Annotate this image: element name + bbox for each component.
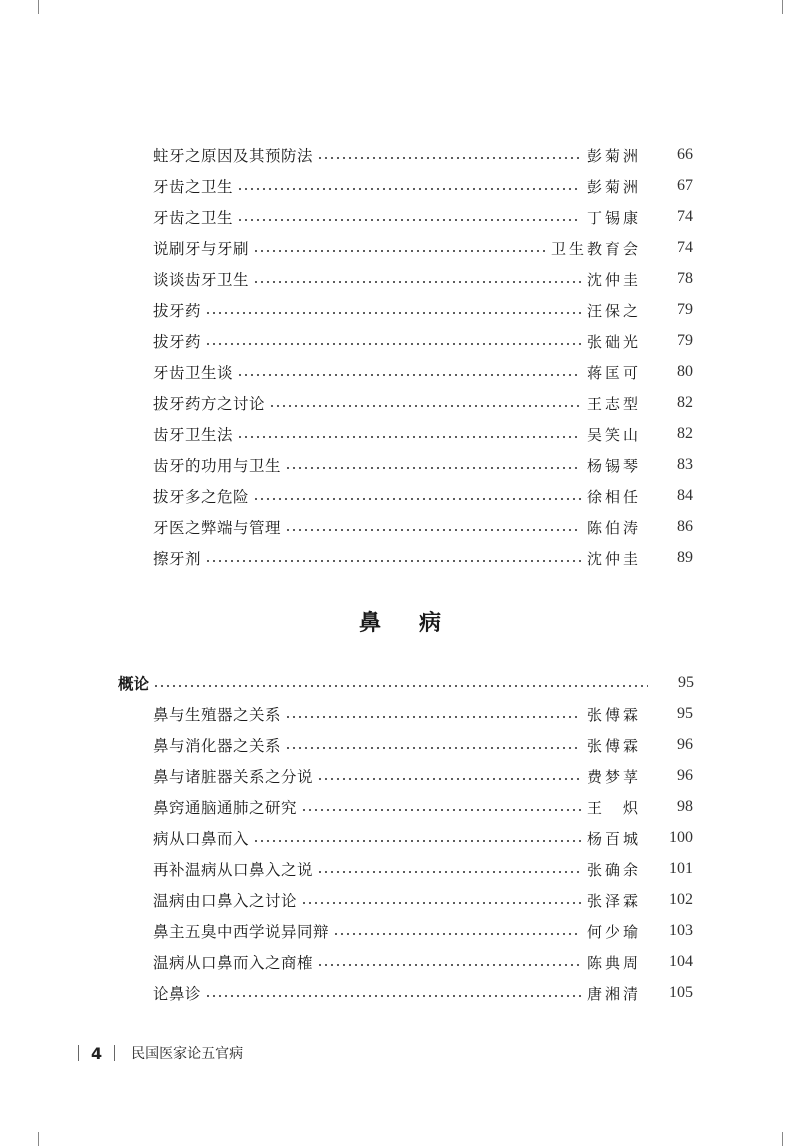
dot-leader	[237, 188, 581, 190]
entry-author: 沈仲圭	[586, 270, 641, 289]
dot-leader	[269, 405, 581, 407]
toc-entry	[153, 236, 693, 260]
entry-title: 论鼻诊	[153, 985, 202, 1003]
entry-page-number: 105	[669, 984, 693, 1001]
entry-author: 卫生教育会	[550, 239, 641, 258]
entry-author: 何少瑜	[586, 922, 641, 941]
toc-entry	[153, 919, 693, 943]
dot-leader	[301, 809, 581, 811]
toc-entry	[153, 143, 693, 167]
entry-author: 王 炽	[586, 798, 641, 817]
entry-author: 张傅霖	[586, 705, 641, 724]
dot-leader	[285, 747, 581, 749]
entry-page-number: 66	[677, 146, 693, 163]
entry-page-number: 95	[678, 674, 694, 691]
toc-entry	[153, 888, 693, 912]
entry-author: 张傅霖	[586, 736, 641, 755]
dot-leader	[317, 871, 581, 873]
crop-mark-bottom-left	[38, 1132, 39, 1146]
entry-page-number: 82	[677, 425, 693, 442]
dot-leader	[205, 560, 581, 562]
entry-title: 拔牙药	[153, 302, 202, 320]
entry-page-number: 82	[677, 394, 693, 411]
entry-page-number: 104	[669, 953, 693, 970]
entry-author: 蒋匡可	[586, 363, 641, 382]
entry-page-number: 103	[669, 922, 693, 939]
entry-page-number: 84	[677, 487, 693, 504]
entry-author: 徐相任	[586, 487, 641, 506]
entry-page-number: 78	[677, 270, 693, 287]
toc-entry	[153, 329, 693, 353]
dot-leader	[237, 436, 581, 438]
toc-entry	[153, 205, 693, 229]
entry-author: 杨锡琴	[586, 456, 641, 475]
dot-leader	[237, 374, 581, 376]
section-heading-nose: 鼻病	[358, 611, 479, 636]
entry-page-number: 96	[677, 767, 693, 784]
dot-leader	[285, 529, 581, 531]
entry-title: 牙齿卫生谈	[153, 364, 234, 382]
toc-entry	[153, 764, 693, 788]
entry-author: 汪保之	[586, 301, 641, 320]
entry-page-number: 79	[677, 332, 693, 349]
crop-mark-bottom-right	[782, 1132, 783, 1146]
entry-author: 丁锡康	[586, 208, 641, 227]
dot-leader	[205, 312, 581, 314]
entry-title: 拔牙药	[153, 333, 202, 351]
entry-page-number: 100	[669, 829, 693, 846]
entry-title: 说刷牙与牙刷	[153, 240, 250, 258]
entry-author: 陈伯涛	[586, 518, 641, 537]
entry-page-number: 102	[669, 891, 693, 908]
toc-entry	[153, 391, 693, 415]
toc-entry	[153, 826, 693, 850]
dot-leader	[253, 498, 581, 500]
toc-entry	[153, 484, 693, 508]
entry-title: 擦牙剂	[153, 550, 202, 568]
entry-page-number: 80	[677, 363, 693, 380]
toc-entry	[153, 298, 693, 322]
entry-author: 张泽霖	[586, 891, 641, 910]
entry-page-number: 86	[677, 518, 693, 535]
entry-page-number: 96	[677, 736, 693, 753]
dot-leader	[333, 933, 581, 935]
entry-title: 拔牙药方之讨论	[153, 395, 266, 413]
entry-page-number: 95	[677, 705, 693, 722]
toc-entry	[153, 546, 693, 570]
entry-title: 鼻与生殖器之关系	[153, 706, 282, 724]
entry-page-number: 74	[677, 208, 693, 225]
entry-author: 吴笑山	[586, 425, 641, 444]
dot-leader	[153, 685, 648, 687]
entry-author: 王志型	[586, 394, 641, 413]
entry-title: 拔牙多之危险	[153, 488, 250, 506]
entry-author: 张确余	[586, 860, 641, 879]
toc-entry	[153, 453, 693, 477]
dot-leader	[205, 995, 581, 997]
toc-entry	[153, 733, 693, 757]
entry-title: 齿牙卫生法	[153, 426, 234, 444]
dot-leader	[205, 343, 581, 345]
toc-entry	[153, 950, 693, 974]
dot-leader	[285, 467, 581, 469]
toc-entry	[153, 702, 693, 726]
entry-page-number: 89	[677, 549, 693, 566]
entry-title: 牙齿之卫生	[153, 178, 234, 196]
entry-title: 齿牙的功用与卫生	[153, 457, 282, 475]
entry-page-number: 67	[677, 177, 693, 194]
entry-author: 陈典周	[586, 953, 641, 972]
toc-main-entry	[118, 671, 694, 695]
dot-leader	[253, 250, 545, 252]
entry-title: 牙齿之卫生	[153, 209, 234, 227]
toc-entry	[153, 795, 693, 819]
toc-entry	[153, 422, 693, 446]
entry-author: 彭菊洲	[586, 177, 641, 196]
entry-title: 蛀牙之原因及其预防法	[153, 147, 314, 165]
entry-title: 牙医之弊端与管理	[153, 519, 282, 537]
entry-page-number: 101	[669, 860, 693, 877]
entry-author: 张础光	[586, 332, 641, 351]
toc-entry	[153, 981, 693, 1005]
dot-leader	[285, 716, 581, 718]
entry-title: 鼻主五臭中西学说异同辩	[153, 923, 330, 941]
entry-title: 鼻与诸脏器关系之分说	[153, 768, 314, 786]
entry-page-number: 79	[677, 301, 693, 318]
entry-title: 再补温病从口鼻入之说	[153, 861, 314, 879]
entry-page-number: 98	[677, 798, 693, 815]
entry-author: 杨百城	[586, 829, 641, 848]
page-footer	[78, 1041, 243, 1065]
entry-author: 费梦莩	[586, 767, 641, 786]
entry-title: 谈谈齿牙卫生	[153, 271, 250, 289]
entry-title: 温病由口鼻入之讨论	[153, 892, 298, 910]
toc-entry	[153, 267, 693, 291]
entry-title: 鼻窍通脑通肺之研究	[153, 799, 298, 817]
dot-leader	[301, 902, 581, 904]
entry-title: 病从口鼻而入	[153, 830, 250, 848]
dot-leader	[237, 219, 581, 221]
entry-page-number: 74	[677, 239, 693, 256]
footer-book-title: 民国医家论五官病	[131, 1046, 244, 1062]
entry-title: 温病从口鼻而入之商榷	[153, 954, 314, 972]
entry-author: 唐湘清	[586, 984, 641, 1003]
footer-divider	[78, 1045, 79, 1061]
dot-leader	[317, 778, 581, 780]
entry-author: 彭菊洲	[586, 146, 641, 165]
toc-entry	[153, 360, 693, 384]
crop-mark-top-right	[782, 0, 783, 14]
dot-leader	[317, 157, 581, 159]
dot-leader	[253, 840, 581, 842]
crop-mark-top-left	[38, 0, 39, 14]
entry-title: 概论	[118, 675, 150, 693]
toc-entry	[153, 174, 693, 198]
toc-entry	[153, 515, 693, 539]
footer-page-number: 4	[91, 1043, 103, 1063]
dot-leader	[317, 964, 581, 966]
toc-entry	[153, 857, 693, 881]
footer-divider	[114, 1045, 115, 1061]
entry-title: 鼻与消化器之关系	[153, 737, 282, 755]
entry-page-number: 83	[677, 456, 693, 473]
entry-author: 沈仲圭	[586, 549, 641, 568]
dot-leader	[253, 281, 581, 283]
